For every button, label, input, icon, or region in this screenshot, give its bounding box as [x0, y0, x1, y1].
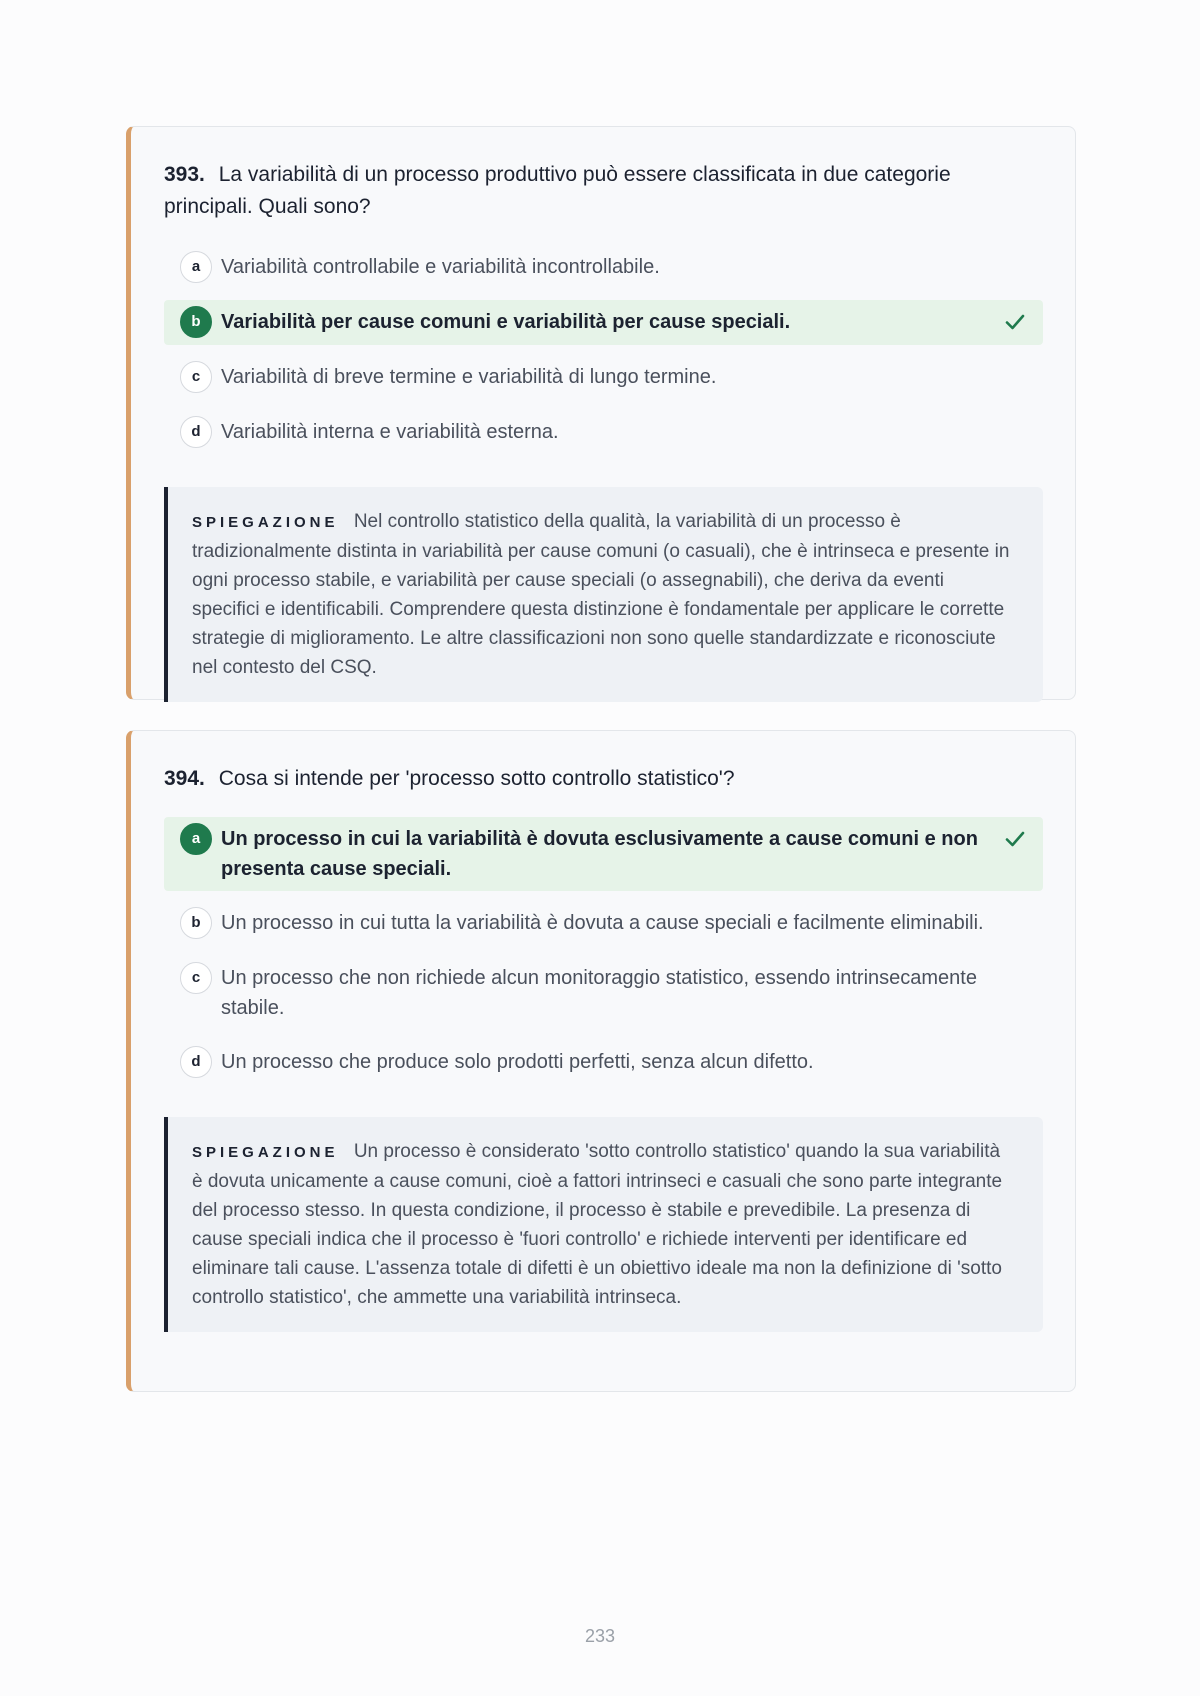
option-text: Variabilità di breve termine e variabilità di lungo termine.	[221, 366, 717, 388]
option-list	[164, 817, 1043, 1085]
option-list	[164, 245, 1043, 455]
option-d[interactable]	[164, 1040, 1043, 1085]
option-text: Un processo in cui la variabilità è dovuta esclusivamente a cause comuni e non presenta cause speciali.	[221, 828, 978, 880]
option-c[interactable]	[164, 355, 1043, 400]
option-d[interactable]	[164, 410, 1043, 455]
explanation-box	[164, 487, 1043, 702]
option-text: Un processo in cui tutta la variabilità è dovuta a cause speciali e facilmente eliminabili.	[221, 912, 984, 934]
option-letter-badge: c	[180, 361, 212, 393]
option-letter-badge: a	[180, 823, 212, 855]
option-text: Un processo che non richiede alcun monitoraggio statistico, essendo intrinsecamente stabile.	[221, 967, 977, 1019]
question-header	[164, 159, 1043, 223]
question-card-394	[126, 730, 1076, 1392]
option-text: Un processo che produce solo prodotti perfetti, senza alcun difetto.	[221, 1051, 814, 1073]
option-c[interactable]	[164, 956, 1043, 1030]
option-b-correct[interactable]	[164, 300, 1043, 345]
question-header	[164, 763, 1043, 795]
option-letter-badge: c	[180, 962, 212, 994]
explanation-label: SPIEGAZIONE	[192, 1144, 339, 1161]
question-number: 394.	[164, 767, 205, 790]
option-a-correct[interactable]	[164, 817, 1043, 891]
check-icon	[1005, 830, 1025, 848]
explanation-text: Un processo è considerato 'sotto controllo statistico' quando la sua variabilità è dovuta unicamente a cause comuni, cioè a fattori intrinseci e casuali che sono parte integrante del processo stesso. In questa condizione, il processo è stabile e prevedibile. La presenza di cause speciali indica che il processo è 'fuori controllo' e richiede interventi per identificare ed eliminare tali cause. L'assenza totale di difetti è un obiettivo ideale ma non la definizione di 'sotto controllo statistico', che ammette una variabilità intrinseca.	[192, 1141, 1003, 1308]
option-text: Variabilità controllabile e variabilità incontrollabile.	[221, 256, 660, 278]
option-letter-badge: a	[180, 251, 212, 283]
option-b[interactable]	[164, 901, 1043, 946]
check-icon	[1005, 313, 1025, 331]
option-letter-badge: d	[180, 1046, 212, 1078]
question-text: Cosa si intende per 'processo sotto controllo statistico'?	[218, 767, 735, 790]
option-text: Variabilità interna e variabilità esterna.	[221, 421, 559, 443]
option-letter-badge: b	[180, 306, 212, 338]
question-card-393	[126, 126, 1076, 700]
explanation-box	[164, 1117, 1043, 1332]
option-letter-badge: b	[180, 907, 212, 939]
explanation-label: SPIEGAZIONE	[192, 514, 339, 531]
option-letter-badge: d	[180, 416, 212, 448]
question-number: 393.	[164, 163, 205, 186]
page-number: 233	[584, 1626, 616, 1646]
option-a[interactable]	[164, 245, 1043, 290]
question-text: La variabilità di un processo produttivo può essere classificata in due categorie principali. Quali sono?	[164, 163, 951, 218]
explanation-text: Nel controllo statistico della qualità, la variabilità di un processo è tradizionalmente distinta in variabilità per cause comuni (o casuali), che è intrinseca e presente in ogni processo stabile, e variabilità per cause speciali (o assegnabili), che deriva da eventi specifici e identificabili. Comprendere questa distinzione è fondamentale per applicare le corrette strategie di miglioramento. Le altre classificazioni non sono quelle standardizzate e riconosciute nel contesto del CSQ.	[192, 511, 1010, 678]
option-text: Variabilità per cause comuni e variabilità per cause speciali.	[221, 311, 791, 333]
